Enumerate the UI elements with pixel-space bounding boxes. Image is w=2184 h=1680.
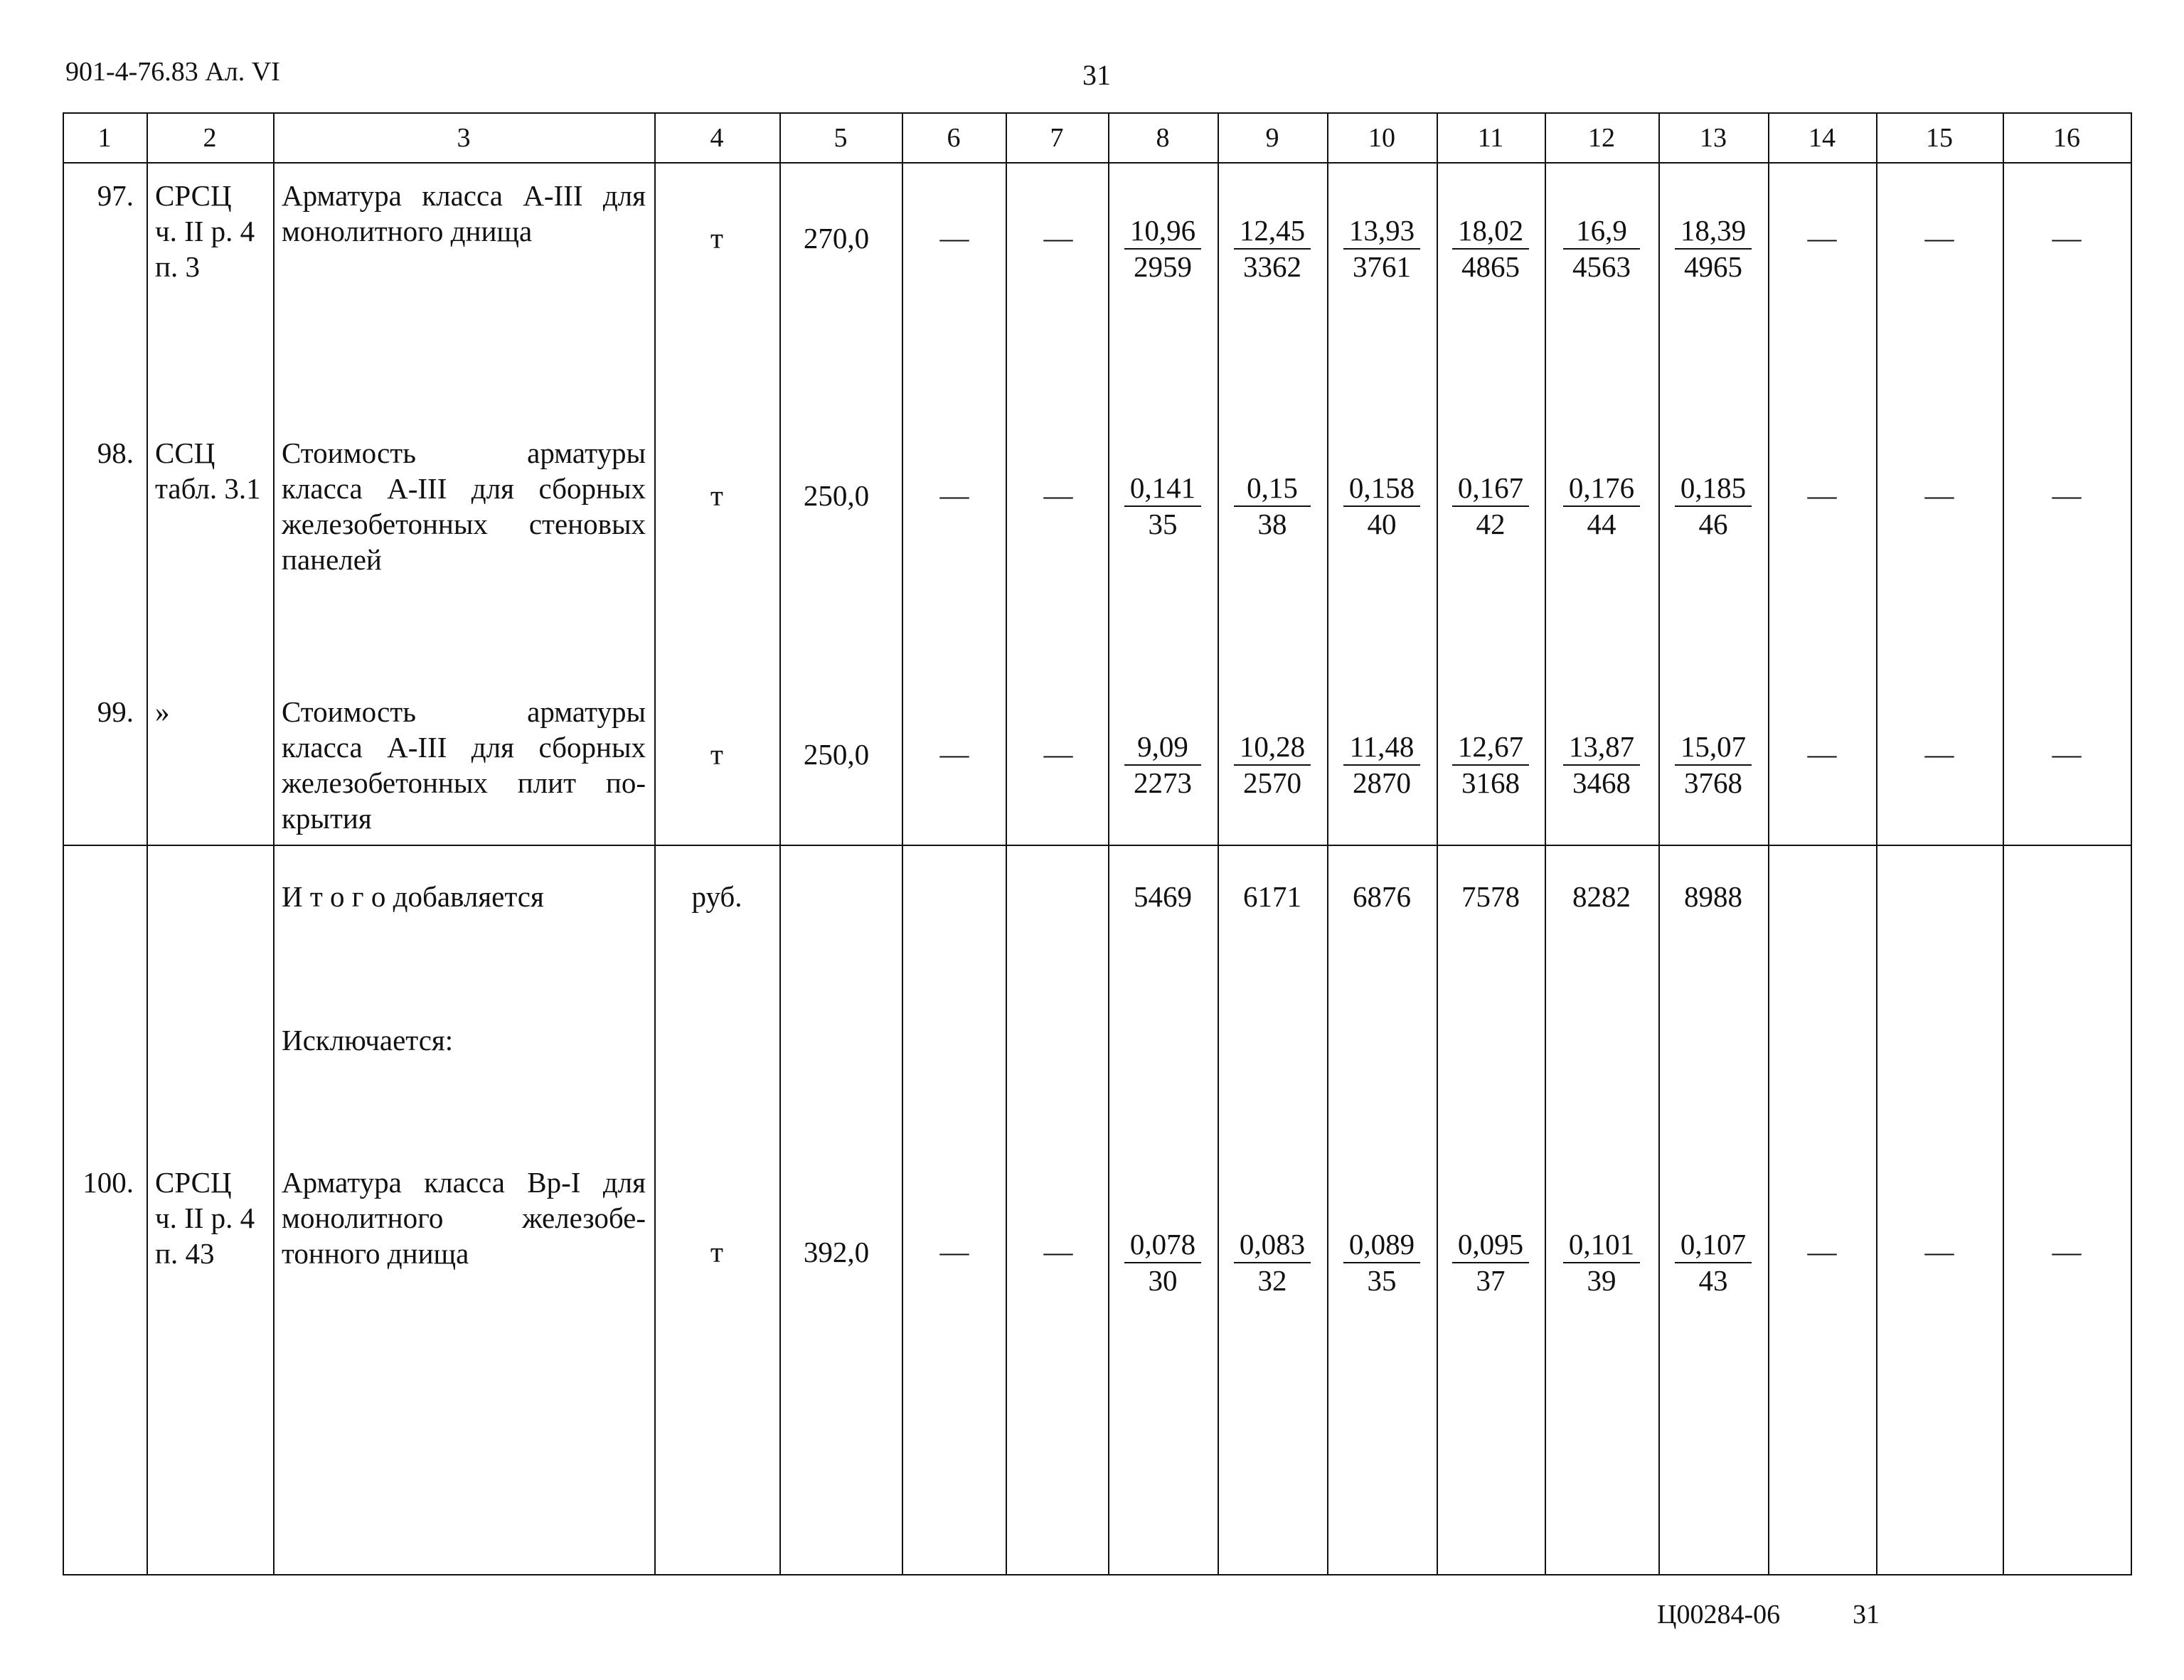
description-line: Арматура класса Вр-I для: [282, 1166, 646, 1199]
fraction-denominator: 3761: [1353, 250, 1411, 283]
row-number: 97.: [97, 179, 134, 212]
fraction-numerator: 10,96: [1129, 214, 1196, 247]
source-ref: »: [155, 695, 170, 728]
row-rule: [63, 162, 2132, 164]
price-fraction: [1230, 213, 1315, 284]
fraction-denominator: 35: [1367, 1264, 1397, 1297]
column-rule: [2003, 112, 2004, 1575]
total-value: 8282: [1572, 880, 1631, 913]
price-fraction: [1448, 729, 1533, 800]
fraction-denominator: 44: [1587, 508, 1616, 540]
dash-cell: —: [1043, 221, 1073, 254]
fraction-denominator: 4865: [1461, 250, 1520, 283]
column-rule: [147, 112, 148, 1575]
source-ref: ССЦ: [155, 437, 215, 469]
column-header: 5: [833, 123, 848, 153]
source-ref: п. 43: [155, 1237, 215, 1270]
fraction-numerator: 0,158: [1348, 471, 1415, 504]
column-rule: [1876, 112, 1877, 1575]
quantity: 392,0: [803, 1236, 870, 1268]
unit: т: [710, 738, 723, 771]
price-fraction: [1448, 213, 1533, 284]
fraction-numerator: 13,93: [1348, 214, 1415, 247]
dash-cell: —: [939, 1235, 969, 1268]
fraction-denominator: 37: [1476, 1264, 1506, 1297]
price-fraction: [1559, 1227, 1644, 1298]
page-number-top: 31: [1082, 59, 1111, 91]
price-fraction: [1339, 213, 1424, 284]
fraction-denominator: 3362: [1243, 250, 1301, 283]
fraction-numerator: 13,87: [1568, 730, 1635, 763]
row-number: 98.: [97, 437, 134, 469]
unit: т: [710, 222, 723, 255]
fraction-numerator: 11,48: [1349, 730, 1415, 763]
quantity: 250,0: [803, 738, 870, 771]
fraction-numerator: 0,089: [1348, 1228, 1415, 1261]
column-header: 3: [457, 123, 471, 153]
column-header: 10: [1368, 123, 1395, 153]
price-fraction: [1230, 471, 1315, 541]
fraction-numerator: 0,083: [1239, 1228, 1306, 1261]
fraction-numerator: 9,09: [1137, 730, 1188, 763]
column-rule: [779, 112, 781, 1575]
dash-cell: —: [1924, 478, 1954, 511]
fraction-numerator: 0,176: [1568, 471, 1635, 504]
price-fraction: [1339, 729, 1424, 800]
dash-cell: —: [1924, 1235, 1954, 1268]
column-rule: [2131, 112, 2132, 1575]
fraction-denominator: 3768: [1684, 766, 1742, 799]
fraction-numerator: 15,07: [1680, 730, 1747, 763]
price-fraction: [1230, 1227, 1315, 1298]
column-header: 16: [2053, 123, 2080, 153]
source-ref: табл. 3.1: [155, 472, 261, 505]
fraction-denominator: 42: [1476, 508, 1506, 540]
column-rule: [1768, 112, 1769, 1575]
column-header: 1: [97, 123, 112, 153]
description-line: крытия: [282, 802, 372, 835]
fraction-denominator: 3168: [1461, 766, 1520, 799]
fraction-numerator: 0,167: [1457, 471, 1524, 504]
fraction-denominator: 2870: [1353, 766, 1411, 799]
column-header: 9: [1265, 123, 1279, 153]
dash-cell: —: [2052, 1235, 2082, 1268]
source-ref: ч. II р. 4: [155, 1202, 255, 1234]
total-value: 8988: [1684, 880, 1742, 913]
row-rule: [63, 845, 2132, 846]
dash-cell: —: [1043, 1235, 1073, 1268]
column-header: 11: [1477, 123, 1504, 153]
footer-document-code: Ц00284-06: [1657, 1600, 1781, 1630]
total-value: 6876: [1353, 880, 1411, 913]
fraction-denominator: 46: [1698, 508, 1728, 540]
column-rule: [902, 112, 903, 1575]
fraction-numerator: 0,185: [1680, 471, 1747, 504]
quantity: 270,0: [803, 222, 870, 255]
dash-cell: —: [1924, 737, 1954, 770]
dash-cell: —: [2052, 221, 2082, 254]
column-rule: [273, 112, 275, 1575]
column-rule: [1327, 112, 1328, 1575]
fraction-numerator: 0,095: [1457, 1228, 1524, 1261]
column-header: 7: [1050, 123, 1064, 153]
column-rule: [1006, 112, 1007, 1575]
price-fraction: [1120, 471, 1205, 541]
price-fraction: [1120, 213, 1205, 284]
description-line: железобетонных плит по-: [282, 766, 646, 799]
description-line: панелей: [282, 543, 382, 576]
column-header: 6: [947, 123, 961, 153]
quantity: 250,0: [803, 479, 870, 512]
description-line: Стоимость арматуры: [282, 695, 646, 728]
column-rule: [1437, 112, 1438, 1575]
dash-cell: —: [2052, 737, 2082, 770]
row-number: 99.: [97, 695, 134, 728]
column-header: 14: [1809, 123, 1836, 153]
footer-page-number: 31: [1853, 1600, 1880, 1630]
description-line: монолитного днища: [282, 215, 533, 247]
fraction-numerator: 12,67: [1457, 730, 1524, 763]
excluded-label: Исключается:: [282, 1024, 454, 1056]
price-fraction: [1671, 1227, 1756, 1298]
dash-cell: —: [1043, 737, 1073, 770]
fraction-denominator: 2570: [1243, 766, 1301, 799]
dash-cell: —: [2052, 478, 2082, 511]
fraction-denominator: 2273: [1134, 766, 1192, 799]
price-fraction: [1671, 213, 1756, 284]
row-rule: [63, 1574, 2132, 1575]
fraction-denominator: 43: [1698, 1264, 1728, 1297]
source-ref: СРСЦ: [155, 179, 232, 212]
column-header: 12: [1588, 123, 1615, 153]
price-fraction: [1559, 471, 1644, 541]
fraction-denominator: 2959: [1134, 250, 1192, 283]
dash-cell: —: [1807, 478, 1837, 511]
description-line: тонного днища: [282, 1237, 469, 1270]
dash-cell: —: [1807, 1235, 1837, 1268]
dash-cell: —: [1924, 221, 1954, 254]
estimate-table: [63, 112, 2132, 1575]
fraction-numerator: 18,39: [1680, 214, 1747, 247]
price-fraction: [1230, 729, 1315, 800]
fraction-numerator: 18,02: [1457, 214, 1524, 247]
dash-cell: —: [939, 737, 969, 770]
total-value: 7578: [1461, 880, 1520, 913]
price-fraction: [1448, 1227, 1533, 1298]
fraction-numerator: 16,9: [1576, 214, 1627, 247]
price-fraction: [1448, 471, 1533, 541]
price-fraction: [1559, 213, 1644, 284]
total-value: 5469: [1134, 880, 1192, 913]
column-rule: [1658, 112, 1660, 1575]
column-header: 13: [1700, 123, 1727, 153]
fraction-denominator: 39: [1587, 1264, 1616, 1297]
description-line: монолитного железобе-: [282, 1202, 646, 1234]
fraction-denominator: 40: [1367, 508, 1397, 540]
row-rule: [63, 112, 2132, 114]
unit: т: [710, 479, 723, 512]
fraction-denominator: 3468: [1572, 766, 1631, 799]
total-unit: руб.: [691, 880, 742, 913]
price-fraction: [1120, 729, 1205, 800]
dash-cell: —: [939, 478, 969, 511]
description-line: класса А-III для сборных: [282, 472, 646, 505]
fraction-denominator: 35: [1148, 508, 1178, 540]
fraction-numerator: 0,078: [1129, 1228, 1196, 1261]
source-ref: ч. II р. 4: [155, 215, 255, 247]
source-ref: п. 3: [155, 250, 200, 283]
fraction-denominator: 32: [1257, 1264, 1287, 1297]
price-fraction: [1559, 729, 1644, 800]
description-line: Стоимость арматуры: [282, 437, 646, 469]
fraction-numerator: 10,28: [1239, 730, 1306, 763]
dash-cell: —: [939, 221, 969, 254]
source-ref: СРСЦ: [155, 1166, 232, 1199]
column-rule: [1545, 112, 1546, 1575]
column-rule: [654, 112, 656, 1575]
fraction-denominator: 4563: [1572, 250, 1631, 283]
total-value: 6171: [1243, 880, 1301, 913]
price-fraction: [1339, 471, 1424, 541]
fraction-denominator: 38: [1257, 508, 1287, 540]
dash-cell: —: [1807, 737, 1837, 770]
column-rule: [1218, 112, 1219, 1575]
fraction-numerator: 0,15: [1247, 471, 1298, 504]
column-header: 2: [203, 123, 217, 153]
row-number: 100.: [82, 1166, 134, 1199]
price-fraction: [1671, 729, 1756, 800]
column-header: 15: [1926, 123, 1953, 153]
column-rule: [1108, 112, 1109, 1575]
fraction-numerator: 12,45: [1239, 214, 1306, 247]
column-rule: [63, 112, 64, 1575]
fraction-numerator: 0,101: [1568, 1228, 1635, 1261]
price-fraction: [1339, 1227, 1424, 1298]
total-label: И т о г о добавляется: [282, 880, 544, 913]
price-fraction: [1120, 1227, 1205, 1298]
column-header: 4: [710, 123, 724, 153]
fraction-denominator: 4965: [1684, 250, 1742, 283]
fraction-numerator: 0,107: [1680, 1228, 1747, 1261]
description-line: класса А-III для сборных: [282, 731, 646, 764]
unit: т: [710, 1236, 723, 1268]
column-header: 8: [1156, 123, 1170, 153]
fraction-numerator: 0,141: [1129, 471, 1196, 504]
price-fraction: [1671, 471, 1756, 541]
dash-cell: —: [1807, 221, 1837, 254]
description-line: железобетонных стеновых: [282, 508, 646, 540]
fraction-denominator: 30: [1148, 1264, 1178, 1297]
description-line: Арматура класса А-III для: [282, 179, 646, 212]
dash-cell: —: [1043, 478, 1073, 511]
document-code: 901-4-76.83 Ал. VI: [65, 57, 280, 87]
